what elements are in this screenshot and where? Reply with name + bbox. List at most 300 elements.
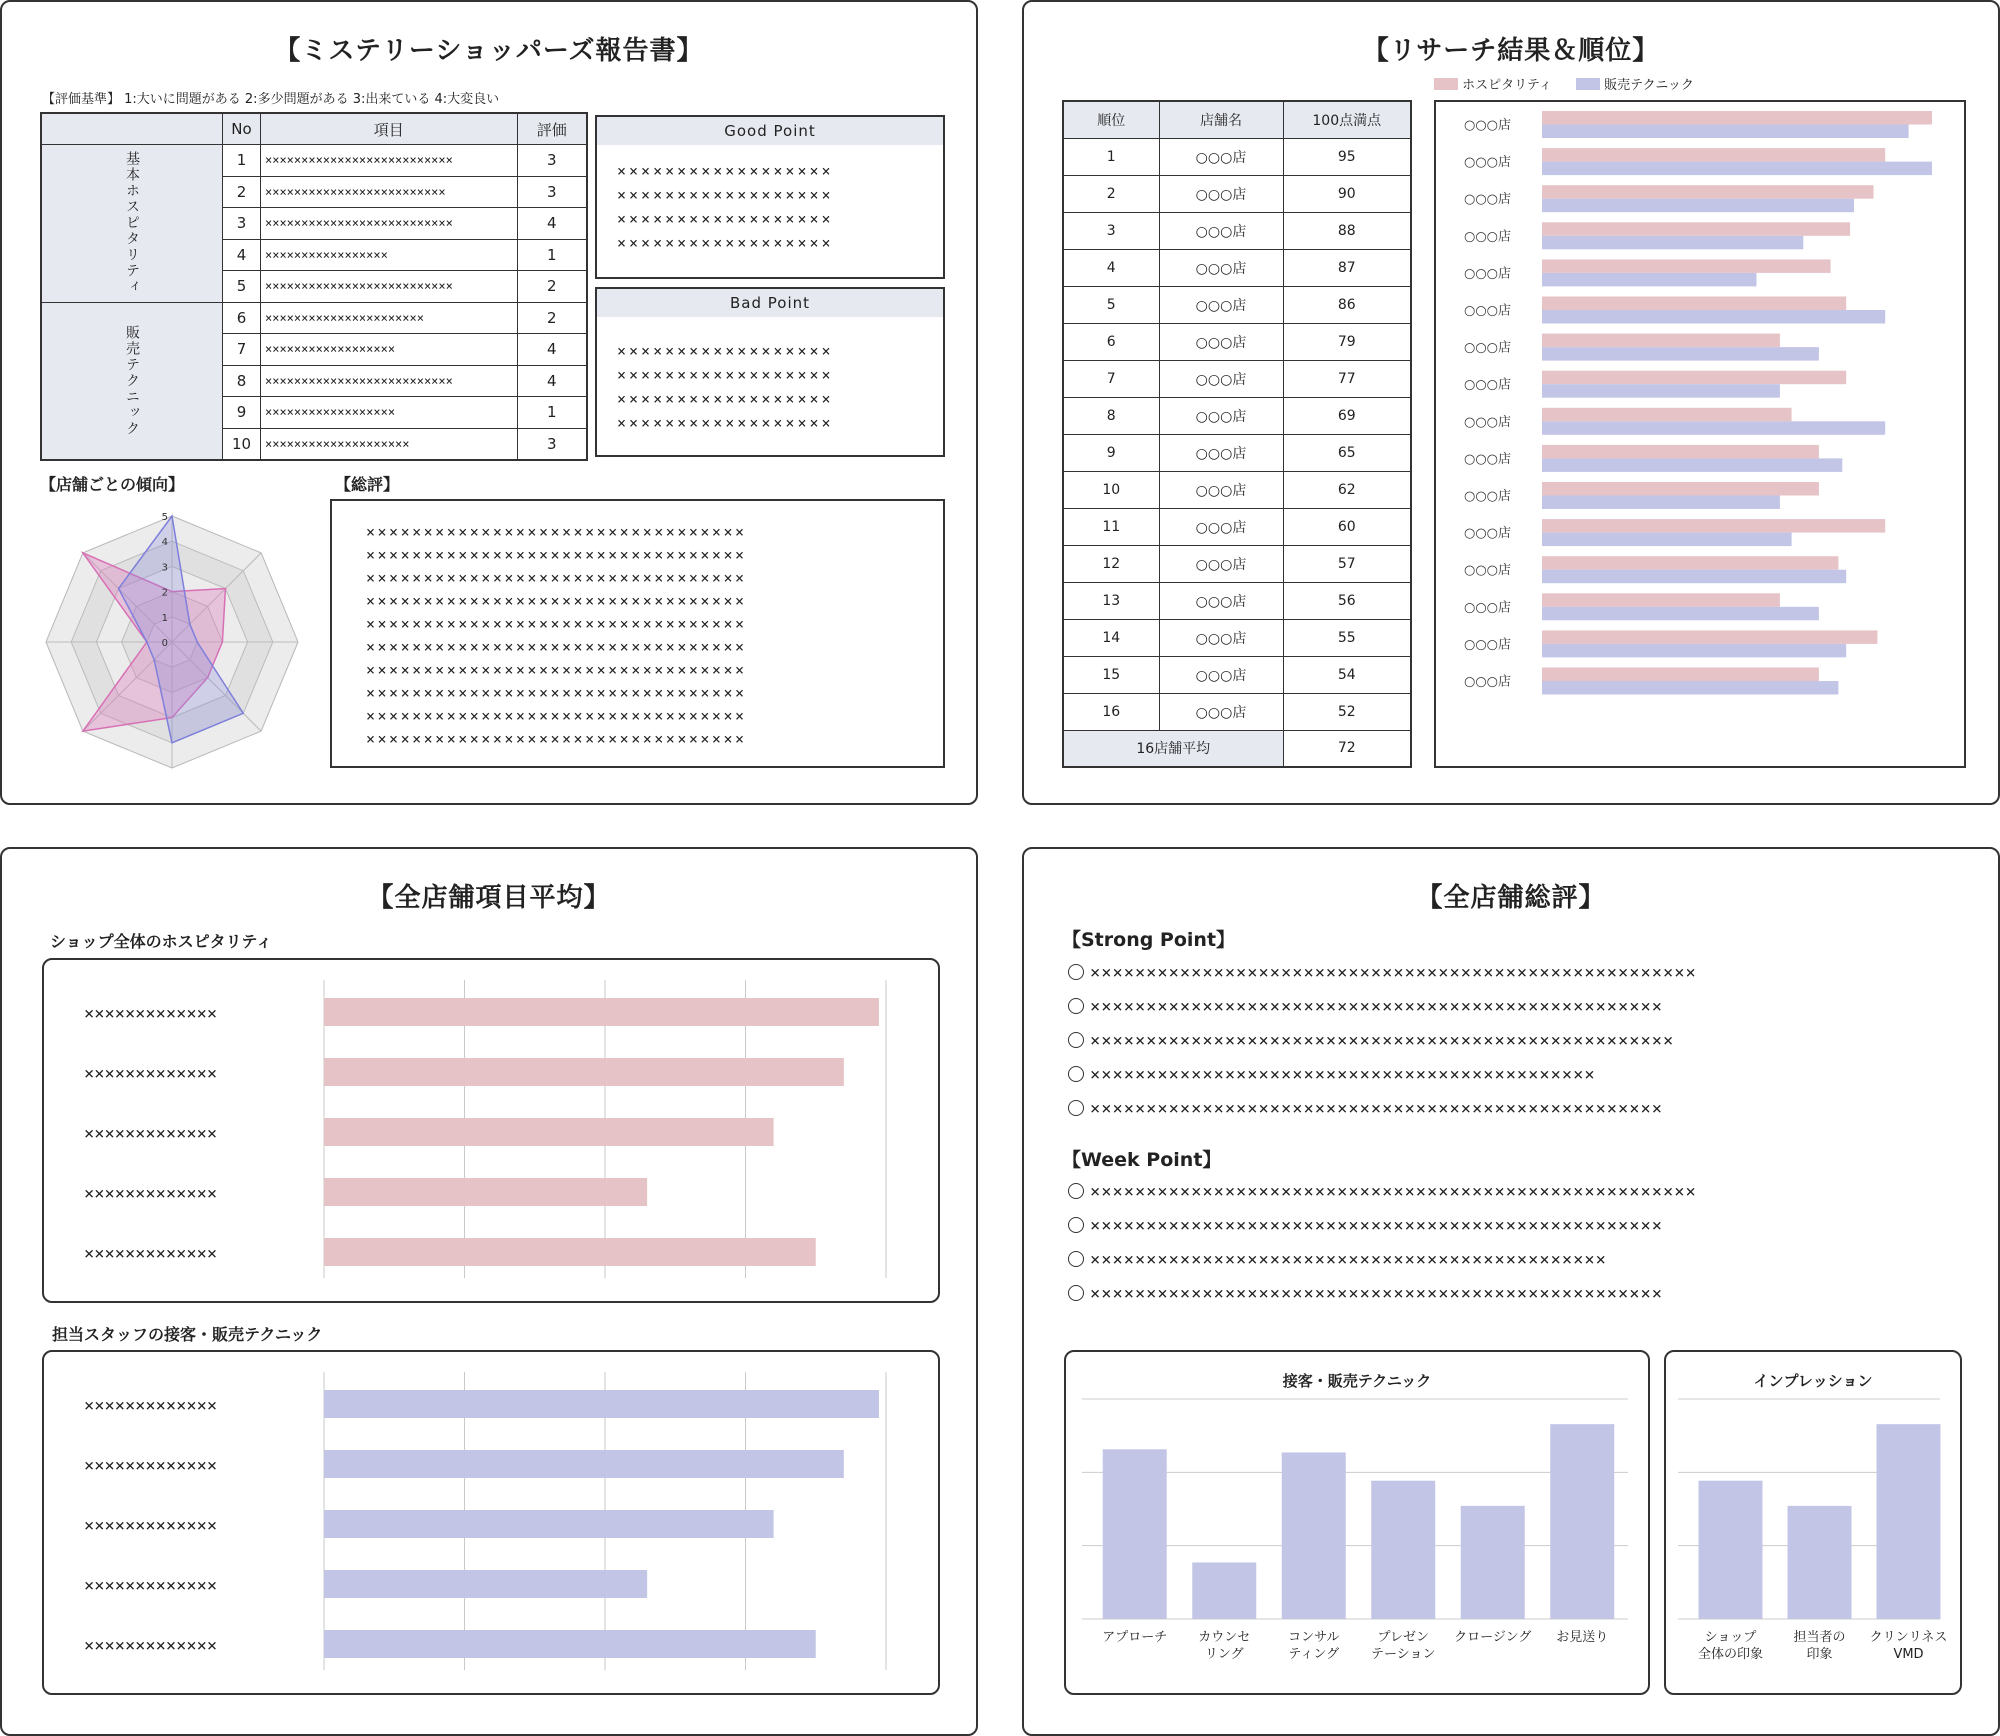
column-bar [1461,1506,1525,1619]
summary-line: ××××××××××××××××××××××××××××××××× [366,592,747,610]
hospitality-bar-chart [44,960,938,1301]
summary-line: ××××××××××××××××××××××××××××××××× [366,615,747,633]
store-cell: ○○○店 [1159,323,1283,360]
summary-body [332,501,943,751]
points-cell: 88 [1283,212,1411,249]
row-score: 3 [517,176,587,208]
row-item: ×××××××××××××××××××××× [261,302,518,334]
points-cell: 60 [1283,508,1411,545]
ranking-row [1063,323,1411,360]
ranking-row [1063,619,1411,656]
category-label: ××××××××××××× [84,1516,218,1536]
ranking-bar-technique [1542,533,1792,547]
ranking-title: 【リサーチ結果＆順位】 [1362,36,1660,66]
rank-cell: 1 [1063,138,1159,175]
row-item: ××××××××××××××××××××××××× [261,176,518,208]
column-label-line: お見送り [1556,1630,1609,1645]
ranking-category-label: ○○○店 [1464,118,1512,133]
ranking-category-label: ○○○店 [1464,229,1512,245]
circle-icon [1068,1183,1084,1199]
category-label: ××××××××××××× [84,1064,218,1084]
store-cell: ○○○店 [1159,212,1283,249]
good-point-line: ×××××××××××××××××× [617,234,834,252]
points-cell: 95 [1283,138,1411,175]
bar [324,998,879,1026]
legend-hospitality: ホスピタリティ [1462,78,1552,93]
rank-cell: 11 [1063,508,1159,545]
category-label: ××××××××××××× [84,1004,218,1024]
ranking-row [1063,286,1411,323]
row-score: 2 [517,302,587,334]
good-point-title: Good Point [597,117,943,145]
bad-point-line: ×××××××××××××××××× [617,366,834,384]
ranking-row [1063,582,1411,619]
ranking-row [1063,175,1411,212]
column-label [1556,1630,1608,1645]
summary-line: ××××××××××××××××××××××××××××××××× [366,638,747,656]
store-cell: ○○○店 [1159,582,1283,619]
report-panel [0,0,978,805]
good-point-line: ×××××××××××××××××× [617,162,834,180]
radar-tick-label: 0 [161,638,168,649]
ranking-category-label: ○○○店 [1464,340,1512,356]
category-label: ××××××××××××× [84,1396,218,1416]
category-label: ××××××××××××× [84,1244,218,1264]
ranking-bar-hospitality [1542,334,1780,348]
row-no: 7 [223,334,261,366]
ranking-row [1063,545,1411,582]
bullet-text: ×××××××××××××××××××××××××××××××××××××××××××××××××××××× [1090,963,1697,983]
ranking-bar-technique [1542,681,1838,695]
ranking-bar-hospitality [1542,630,1877,644]
ranking-bar-hospitality [1542,408,1792,422]
store-cell: ○○○店 [1159,471,1283,508]
points-cell: 79 [1283,323,1411,360]
column-label-line: 印象 [1806,1647,1833,1662]
column-label-line: テーション [1371,1647,1436,1662]
column-label [1698,1630,1763,1662]
points-cell: 55 [1283,619,1411,656]
column-label-line: クロージング [1454,1630,1532,1645]
report-title: 【ミステリーショッパーズ報告書】 [274,36,704,66]
technique-bar-chart [44,1352,938,1693]
bar [324,1058,844,1086]
ranking-category-label: ○○○店 [1464,266,1512,282]
score-row [41,145,587,177]
legend-swatch-technique [1576,78,1600,90]
rank-cell: 14 [1063,619,1159,656]
category-label: ××××××××××××× [84,1576,218,1596]
ranking-category-label: ○○○店 [1464,600,1512,616]
ranking-category-label: ○○○店 [1464,489,1512,504]
summary-line: ××××××××××××××××××××××××××××××××× [366,707,747,725]
radar-tick-label: 2 [161,587,168,599]
points-cell: 57 [1283,545,1411,582]
ranking-bar-technique [1542,273,1757,287]
row-item: ×××××××××××××××××××××××××× [261,365,518,397]
technique-column-chart [1066,1397,1648,1693]
circle-icon [1068,998,1084,1014]
impression-column-chart [1666,1397,1960,1693]
rank-cell: 10 [1063,471,1159,508]
rank-cell: 8 [1063,397,1159,434]
store-cell: ○○○店 [1159,249,1283,286]
column-label-line: VMD [1893,1647,1924,1662]
column-label-line: ショップ [1704,1630,1757,1645]
ranking-row [1063,397,1411,434]
ranking-row [1063,249,1411,286]
ranking-bar-hospitality [1542,371,1846,385]
ranking-category-label: ○○○店 [1464,377,1512,393]
radar-tick-label: 5 [161,512,168,523]
row-item: ×××××××××××××××××× [261,334,518,366]
technique-column-box [1064,1350,1650,1695]
summary-line: ××××××××××××××××××××××××××××××××× [366,661,747,679]
ranking-bar-technique [1542,347,1819,361]
ranking-bar-hospitality [1542,593,1780,607]
bullet-text: ××××××××××××××××××××××××××××××××××××××××××××× [1090,1065,1596,1085]
circle-icon [1068,964,1084,980]
category-label: ××××××××××××× [84,1456,218,1476]
legend-swatch-hospitality [1434,78,1458,90]
store-cell: ○○○店 [1159,286,1283,323]
ranking-category-label: ○○○店 [1464,414,1512,430]
column-label-line: プレゼン [1377,1630,1429,1645]
rank-cell: 7 [1063,360,1159,397]
ranking-bar-technique [1542,199,1854,213]
ranking-category-label: ○○○店 [1464,674,1512,690]
row-item: ×××××××××××××××××××× [261,428,518,460]
row-item: ×××××××××××××××××××××××××× [261,271,518,303]
averages-panel [0,847,978,1736]
impression-column-box [1664,1350,1962,1695]
category-label: ××××××××××××× [84,1636,218,1656]
averages-title: 【全店舗項目平均】 [367,883,611,913]
column-label [1198,1630,1250,1662]
rank-cell: 15 [1063,656,1159,693]
summary-line: ××××××××××××××××××××××××××××××××× [366,684,747,702]
bad-point-line: ×××××××××××××××××× [617,342,834,360]
ranking-bar-hospitality [1542,185,1874,199]
store-cell: ○○○店 [1159,508,1283,545]
points-header: 100点満点 [1283,101,1411,138]
ranking-bar-hospitality [1542,259,1831,273]
row-no: 9 [223,397,261,429]
ranking-bar-hospitality [1542,111,1932,125]
store-cell: ○○○店 [1159,656,1283,693]
average-label: 16店舗平均 [1063,730,1283,767]
score-table [40,112,588,461]
bullet-item [1068,1031,1674,1051]
row-no: 2 [223,176,261,208]
ranking-category-label: ○○○店 [1464,526,1512,542]
overall-panel [1022,847,2000,1736]
ranking-bar-hospitality [1542,668,1819,682]
bar [324,1570,647,1598]
ranking-bar-chart [1436,102,1964,766]
column-bar [1282,1452,1346,1619]
row-item: ×××××××××××××××××××××××××× [261,145,518,177]
bullet-item [1068,1284,1663,1304]
circle-icon [1068,1251,1084,1267]
points-cell: 65 [1283,434,1411,471]
column-bar [1103,1449,1167,1619]
radar-tick-label: 4 [161,537,168,549]
store-cell: ○○○店 [1159,434,1283,471]
category-cell: 販売テクニック [41,302,223,460]
category-label: ××××××××××××× [84,1184,218,1204]
score-row [41,302,587,334]
ranking-category-label: ○○○店 [1464,155,1512,171]
points-cell: 62 [1283,471,1411,508]
summary-box [330,499,945,768]
column-label-line: カウンセ [1198,1630,1251,1645]
category-label: ××××××××××××× [84,1124,218,1144]
column-bar [1371,1481,1435,1619]
points-cell: 86 [1283,286,1411,323]
store-cell: ○○○店 [1159,545,1283,582]
bar [324,1118,774,1146]
row-no: 3 [223,208,261,240]
row-no: 1 [223,145,261,177]
ranking-bar-hospitality [1542,148,1885,162]
column-label-line: 担当者の [1793,1630,1846,1645]
bar [324,1450,844,1478]
rank-cell: 16 [1063,693,1159,730]
bullet-text: ×××××××××××××××××××××××××××××××××××××××××××××× [1090,1250,1607,1270]
ranking-bar-technique [1542,607,1819,621]
bar [324,1390,879,1418]
ranking-category-label: ○○○店 [1464,451,1512,467]
rank-cell: 4 [1063,249,1159,286]
radar-chart [40,502,310,772]
row-item: ×××××××××××××××××× [261,397,518,429]
ranking-row [1063,360,1411,397]
bullet-item [1068,1099,1663,1119]
rank-cell: 9 [1063,434,1159,471]
column-label [1793,1629,1845,1662]
column-label-line: 全体の印象 [1697,1647,1764,1662]
ranking-table [1062,100,1412,768]
summary-line: ××××××××××××××××××××××××××××××××× [366,569,747,587]
store-cell: ○○○店 [1159,175,1283,212]
bad-point-body [597,317,943,435]
ranking-category-label: ○○○店 [1464,192,1512,208]
store-cell: ○○○店 [1159,619,1283,656]
circle-icon [1068,1032,1084,1048]
bullet-text: ××××××××××××××××××××××××××××××××××××××××××××××××××× [1090,1216,1663,1236]
row-no: 6 [223,302,261,334]
ranking-legend [1434,74,1694,93]
column-label [1371,1630,1435,1662]
ranking-bar-technique [1542,384,1780,398]
row-score: 4 [517,334,587,366]
column-bar [1699,1481,1763,1619]
blank-header [41,113,223,145]
category-cell: 基本ホスピタリティ [41,145,223,303]
column-label-line: リング [1204,1647,1244,1662]
item-header: 項目 [261,113,518,145]
rank-cell: 3 [1063,212,1159,249]
rank-cell: 6 [1063,323,1159,360]
row-score: 3 [517,428,587,460]
bullet-item [1068,1065,1596,1085]
good-point-line: ×××××××××××××××××× [617,210,834,228]
good-point-box [595,115,945,279]
bad-point-line: ×××××××××××××××××× [617,414,834,432]
column-label-line: アプローチ [1102,1630,1168,1645]
row-score: 1 [517,397,587,429]
radar-tick-label: 3 [161,562,168,574]
week-point-label: 【Week Point】 [1062,1149,1222,1171]
bullet-text: ××××××××××××××××××××××××××××××××××××××××××××××××××× [1090,997,1663,1017]
impression-column-title: インプレッション [1753,1372,1873,1390]
rank-cell: 12 [1063,545,1159,582]
score-header: 評価 [517,113,587,145]
bullet-item [1068,1250,1607,1270]
rank-cell: 13 [1063,582,1159,619]
ranking-bar-technique [1542,236,1803,250]
ranking-bar-hospitality [1542,482,1819,496]
rank-cell: 5 [1063,286,1159,323]
circle-icon [1068,1066,1084,1082]
summary-line: ××××××××××××××××××××××××××××××××× [366,523,747,541]
column-bar [1877,1424,1941,1619]
bar [324,1238,816,1266]
store-header: 店舗名 [1159,101,1283,138]
column-label [1454,1630,1531,1645]
ranking-chart-box [1434,100,1966,768]
row-score: 2 [517,271,587,303]
column-label-line: コンサル [1288,1630,1340,1645]
summary-line: ××××××××××××××××××××××××××××××××× [366,730,747,748]
ranking-bar-hospitality [1542,297,1846,311]
ranking-bar-hospitality [1542,519,1885,533]
no-header: No [223,113,261,145]
circle-icon [1068,1100,1084,1116]
strong-point-label: 【Strong Point】 [1062,929,1236,951]
ranking-bar-technique [1542,310,1885,324]
bad-point-title: Bad Point [597,289,943,317]
ranking-bar-technique [1542,421,1885,435]
ranking-bar-technique [1542,125,1909,139]
row-item: ××××××××××××××××× [261,239,518,271]
good-point-line: ×××××××××××××××××× [617,186,834,204]
good-point-body [597,145,943,255]
ranking-panel [1022,0,2000,805]
ranking-bar-technique [1542,644,1846,658]
column-bar [1192,1562,1256,1619]
bullet-text: ×××××××××××××××××××××××××××××××××××××××××××××××××××××× [1090,1182,1697,1202]
column-label [1870,1630,1948,1662]
store-cell: ○○○店 [1159,397,1283,434]
overall-title: 【全店舗総評】 [1416,883,1606,913]
points-cell: 90 [1283,175,1411,212]
bullet-text: ×××××××××××××××××××××××××××××××××××××××××××××××××××× [1090,1031,1675,1051]
summary-line: ××××××××××××××××××××××××××××××××× [366,546,747,564]
ranking-category-label: ○○○店 [1464,637,1512,653]
row-score: 4 [517,365,587,397]
row-no: 10 [223,428,261,460]
column-label-line: ティング [1288,1647,1340,1662]
ranking-row [1063,212,1411,249]
ranking-bar-hospitality [1542,445,1819,459]
ranking-row [1063,138,1411,175]
average-value: 72 [1283,730,1411,767]
bullet-item [1068,1182,1697,1202]
bullet-item [1068,1216,1663,1236]
rank-header: 順位 [1063,101,1159,138]
store-cell: ○○○店 [1159,360,1283,397]
column-label-line: クリンリネス [1869,1630,1948,1645]
bad-point-line: ×××××××××××××××××× [617,390,834,408]
tendency-label: 【店舗ごとの傾向】 [40,475,185,494]
points-cell: 77 [1283,360,1411,397]
row-item: ×××××××××××××××××××××××××× [261,208,518,240]
circle-icon [1068,1285,1084,1301]
bar [324,1510,774,1538]
ranking-bar-hospitality [1542,222,1850,236]
hospitality-chart-box [42,958,940,1303]
store-cell: ○○○店 [1159,138,1283,175]
ranking-bar-technique [1542,496,1780,510]
bullet-item [1068,963,1697,983]
ranking-bar-technique [1542,458,1842,472]
ranking-bar-technique [1542,570,1846,584]
points-cell: 54 [1283,656,1411,693]
criteria-text: 【評価基準】 1:大いに問題がある 2:多少問題がある 3:出来ている 4:大変良い [42,92,500,107]
ranking-row [1063,693,1411,730]
technique-label: 担当スタッフの接客・販売テクニック [52,1325,323,1344]
points-cell: 87 [1283,249,1411,286]
ranking-bar-technique [1542,162,1932,176]
points-cell: 69 [1283,397,1411,434]
bullet-item [1068,997,1663,1017]
column-bar [1788,1506,1852,1619]
column-label [1288,1630,1339,1662]
ranking-row [1063,656,1411,693]
bar [324,1630,816,1658]
ranking-category-label: ○○○店 [1464,303,1512,319]
hospitality-label: ショップ全体のホスピタリティ [50,932,273,951]
row-score: 3 [517,145,587,177]
ranking-row [1063,471,1411,508]
legend-technique: 販売テクニック [1604,78,1694,93]
row-no: 4 [223,239,261,271]
points-cell: 52 [1283,693,1411,730]
bar [324,1178,647,1206]
bad-point-box [595,287,945,457]
ranking-row [1063,508,1411,545]
technique-column-title: 接客・販売テクニック [1282,1372,1432,1390]
ranking-bar-hospitality [1542,556,1838,570]
circle-icon [1068,1217,1084,1233]
radar-tick-label: 1 [161,612,168,624]
column-bar [1550,1424,1614,1619]
row-no: 8 [223,365,261,397]
rank-cell: 2 [1063,175,1159,212]
ranking-category-label: ○○○店 [1464,563,1512,579]
column-label [1102,1630,1167,1645]
row-no: 5 [223,271,261,303]
summary-label: 【総評】 [335,475,400,494]
row-score: 1 [517,239,587,271]
technique-chart-box [42,1350,940,1695]
row-score: 4 [517,208,587,240]
ranking-row [1063,434,1411,471]
points-cell: 56 [1283,582,1411,619]
store-cell: ○○○店 [1159,693,1283,730]
